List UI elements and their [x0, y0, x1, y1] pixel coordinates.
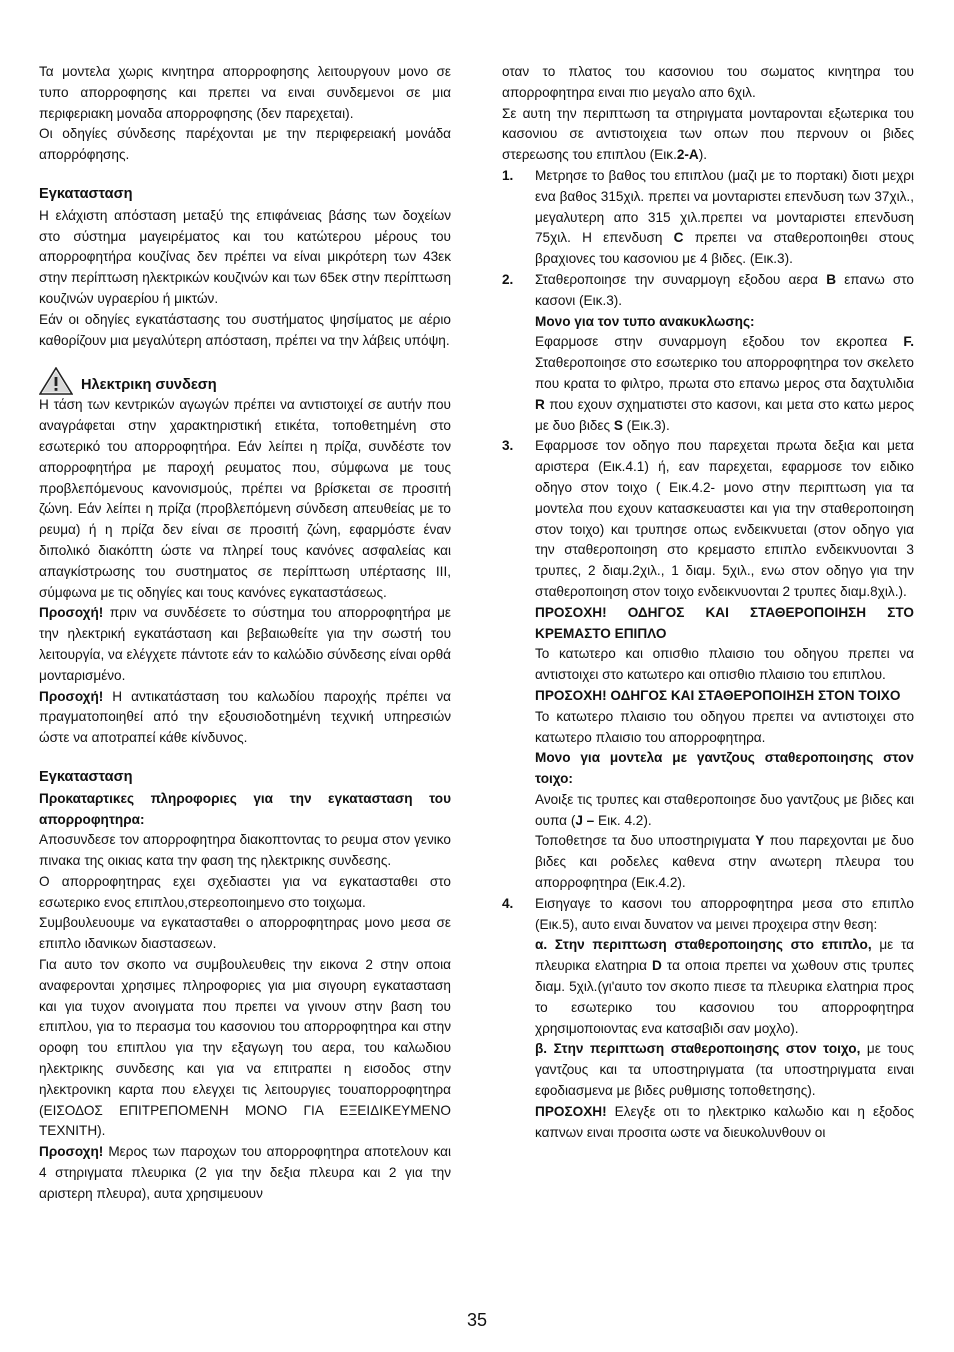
text-run: με τους γαντζους και τα υποστηριγματα (τα υποστηριγματα ειναι εφοδιασμενα με βιδες ρυθμισης τοποθετησης). [535, 1041, 915, 1099]
text-run: (Εικ.3). [622, 417, 670, 433]
text-run: Εικ. 4.2). [594, 812, 652, 828]
text-run: Τοποθετησε τα δυο υποστηριγματα [535, 833, 756, 849]
preliminary-caution [39, 1142, 451, 1204]
text-run: επανω στο κασονι (Εικ.3). [535, 271, 914, 308]
step-body [535, 894, 914, 1144]
preliminary-paragraph-1: Αποσυνδεσε τον απορροφητηρα διακοπτοντας το ρευμα στον γενικο πινακα της οικιας κατα την φαση της ηλεκτρικης συνδεσης. [39, 832, 451, 869]
part-letter: B [826, 271, 837, 287]
continued-paragraph-1: οταν το πλατος του κασονιου του σωματος κινητηρα του απορροφητηρα ειναι πιο μεγαλο απο 6χιλ. [502, 64, 914, 100]
part-letter: C [673, 230, 684, 246]
part-letter: R [535, 396, 545, 412]
step-number: 2. [502, 271, 514, 287]
text-run: Σε αυτη την περιπτωση τα στηριγματα μονταρονται εξωτερικα του κασονιου σε αντιστοιχεια των οπων που περνουν οι βιδες στερεωσης του επιπλου (Εικ. [502, 105, 914, 163]
installation-distance-paragraph: Η ελάχιστη απόσταση μεταξύ της επιφάνειας βάσης των δοχείων στο σύστημα μαγειρέματος και του κατώτερου μέρους του απορροφητήρα κουζίνας δεν πρέπει να είναι μικρότερη των 43εκ στην περίπτωση ηλεκτρικών κουζινών και των 65εκ στην περίπτωση κουζινών υγραερίου ή μικτών. [39, 207, 451, 306]
section-heading-installation: Εγκατασταση [39, 185, 133, 202]
caution-text: Μερος των παροχων του απορροφητηρα αποτελουν και 4 στηριγματα πλευρικα (2 για την δεξια πλευρα και 2 για την αριστερη πλευρα), αυτα χρησιμευουν [39, 1144, 451, 1201]
section-heading-installation-2: Εγκατασταση [39, 768, 133, 785]
electrical-caution-2 [39, 687, 451, 749]
electrical-heading-row [39, 367, 451, 395]
caution-label: Προσοχή! [39, 688, 104, 704]
step-text: Εισηγαγε το κασονι του απορροφητηρα μεσα στο επιπλο (Εικ.5), αυτο ειναι δυνατον να μεινει προχειρα στην θεση: [535, 895, 914, 932]
text-run: Ανοιξε τις τρυπες και σταθεροποιησε δυο γαντζους με βιδες και ουπα ( [535, 791, 914, 828]
electrical-paragraph-1: Η τάση των κεντρικών αγωγών πρέπει να αντιστοιχεί σε αυτήν που αναγράφεται στην χαρακτηριστική ετικέτα, τοποθετημένη στο εσωτερικό του απορροφητήρα. Εάν λείπει η πρίζα, συνδέστε τον απορροφητήρα με παροχή ρευματος που, σύμφωνα με τους προβλεπόμενους κανονισμούς, πρέπει να βρίσκεται σε προσιτή ζώνη. Εάν λείπει η πρίζα (προβλεπόμενη σύνδεση απευθείας με το ρευμα) ή η πρίζα δεν είναι σε προσιτή ζώνη, εφαρμόστε έναν διπολικό διακόπτη ώστε να πληρεί τους κανόνες ασφαλείας και απαγκίστρωσης του συστηματος σε περίπτωση υπέρτασης ΙΙΙ, σύμφωνα με τις οδηγίες και τους κανόνες εγκαταστάσεως. [39, 397, 451, 600]
step-number: 4. [502, 895, 514, 911]
sub-step-heading: α. Στην περιπτωση σταθεροποιησης στο επιπλο, [535, 937, 872, 953]
page-number: 35 [466, 1310, 488, 1330]
step-number: 3. [502, 438, 514, 454]
caution-label: ΠΡΟΣΟΧΗ! [535, 1103, 607, 1119]
step-4 [502, 894, 914, 1144]
preliminary-paragraph-3: Συμβουλευουμε να εγκατασταθει ο απορροφητηρας μονο μεσα σε επιπλο ιδανικων διαστασεων. [39, 915, 451, 952]
continued-paragraph-2 [502, 104, 914, 166]
step-3 [502, 436, 914, 894]
section-heading-electrical: Ηλεκτρικη συνδεση [81, 376, 217, 393]
installation-gas-paragraph: Εάν οι οδηγίες εγκατάστασης του συστήματος ψησίματος με αέριο καθορίζουν μια μεγαλύτερη απόσταση, πρέπει να την λάβεις υπόψη. [39, 311, 451, 348]
intro-paragraph-1: Τα μοντελα χωρις κινητηρα απορροφησης λειτουργουν μονο σε τυπο απορροφησης και πρεπει να ειναι συνδεμενοι σε μια περιφεριακη μοναδα απορροφησης (δεν παρεχεται). [39, 64, 451, 121]
step-body [535, 270, 914, 436]
left-column [39, 62, 451, 1205]
step-text: Το κατωτερο και οπισθιο πλαισιο του οδηγου πρεπει να αντιστοιχει στο κατωτερο και οπισθιο πλαισιο του επιπλου. [535, 646, 914, 683]
text-run: Ελεγξε οτι το ηλεκτρικο καλωδιο και η εξοδος καπνων ειναι προσιτα ωστε να διευκολυνθουν οι [535, 1103, 914, 1140]
text-run: με τα πλευρικα ελατηρια [535, 937, 914, 974]
step-number: 1. [502, 167, 514, 183]
intro-paragraph-2: Οι οδηγίες σύνδεσης παρέχονται με την περιφερειακή μονάδα απορρόφησης. [39, 126, 451, 163]
sub-step-heading: β. Στην περιπτωση σταθεροποιησης στον τοιχο, [535, 1041, 861, 1057]
caution-heading-cabinet: ΠΡΟΣΟΧΗ! ΟΔΗΓΟΣ ΚΑΙ ΣΤΑΘΕΡΟΠΟΙΗΣΗ ΣΤΟ ΚΡΕΜΑΣΤΟ ΕΠΙΠΛΟ [535, 604, 914, 641]
part-letter: F. [903, 334, 914, 350]
step-body [535, 166, 914, 270]
step-2 [502, 270, 914, 436]
step-1 [502, 166, 914, 270]
step-body [535, 436, 914, 894]
step-text: Εφαρμοσε τον οδηγο που παρεχεται πρωτα δεξια και μετα αριστερα (Εικ.4.1) ή, εαν παρεχεται, εφαρμοσε τον ειδικο οδηγο στον τοιχο ( Εικ.4.2- μονο στην περιπτωση για τα μοντελα που εχουν κατασκευαστει και για την σταθεροποιηση στον τοιχο) και τρυπησε οπως ενδεικνυεται (στον οδηγο για την σταθεροποιηση στο κρεμαστο επιπλο ενδεικνυονται 3 τρυπες, 2 διαμ.2χιλ., 1 διαμ. 5χιλ., ενω στον οδηγο για την σταθεροποιηση στον τοιχο ενδεικνυονται 2 τρυπες διαμ.8χιλ.). [535, 438, 914, 599]
caution-text: Η αντικατάσταση του καλωδίου παροχής πρέπει να πραγματοποιηθεί από την εξουσιοδοτημένη τεχνική υπηρεσιών ώστε να αποτραπεί κάθε κίνδυνος. [39, 688, 451, 746]
text-run: Σταθεροποιησε την συναρμογη εξοδου αερα [535, 271, 827, 287]
text-run: Εφαρμοσε στην συναρμογη εξοδου τον εκροπεα [535, 334, 904, 350]
part-letter: Y [755, 833, 765, 849]
preliminary-paragraph-4: Για αυτο τον σκοπο να συμβουλευθεις την εικονα 2 στην οποια αναφερονται χρησιμες πληροφοριες για μια σιγουρη εγκατασταση και για τυχον ανοιγματα που πρεπει να γινουν στην βαση του επιπλου, για το περασμα του κασονιου του απορροφητηρα και στην οροφη του επιπλου για την εξαγωγη του αερα, του καλωδιου ηλεκτρικης συνδεσης και για να επιτραπει η εισοδος στην ηλεκτρονικη καρτα που ελεγχει τις λειτουργιες τουαπορροφητηρα (ΕΙΣΟΔΟΣ ΕΠΙΤΡΕΠΟΜΕΝΗ ΜΟΝΟ ΓΙΑ ΕΞΕΙΔΙΚΕΥΜΕΝΟ ΤΕΧΝΙΤΗ). [39, 957, 451, 1139]
part-letter: S [613, 417, 623, 433]
step-text: Το κατωτερο πλαισιο του οδηγου πρεπει να αντιστοιχει στο κατωτερο πλαισιο του απορροφητηρα. [535, 708, 914, 745]
electrical-caution-1 [39, 603, 451, 686]
preliminary-paragraph-2: Ο απορροφητηρας εχει σχεδιαστει για να εγκατασταθει στο εσωτερικο ενος επιπλου,στερεοποιημενο στο τοιχωμα. [39, 873, 451, 910]
text-run: Μετρησε το βαθος του επιπλου (μαζι με το πορτακι) διοτι μεχρι ενα βαθος 315χιλ. πρεπει να μονταριστει επενδυση των 37χιλ., μεγαλυτερη απο 315 χιλ.πρεπει να μονταριστει επενδυση 75χιλ. Η επενδυση [535, 167, 914, 246]
text-run: Σταθεροποιησε στο εσωτερικο του απορροφητηρα τον σκελετο που κρατα το φιλτρο, πρωτα στο επανω μερος στα δαχτυλιδια [535, 355, 914, 391]
text-run: που παρεχονται με δυο βιδες και ροδελες καθενα στην ανωτερη πλευρα του απορροφητηρα (Εικ.4.2). [535, 833, 914, 891]
preliminary-info-heading: Προκαταρτικες πληροφοριες για την εγκατασταση του απορροφητηρα: [39, 790, 451, 827]
wall-hooks-heading: Μονο για μοντελα με γαντζους σταθεροποιησης στον τοιχο: [535, 750, 914, 787]
caution-label: Προσοχή! [39, 605, 104, 621]
caution-text: πριν να συνδέσετε το σύστημα του απορροφητήρα με την ηλεκτρική εγκατάσταση και βεβαιωθείτε για την σωστή του λειτουργία, να ελέγχετε πάντοτε εάν το καλώδιο σύνδεσης είναι ορθά μονταρισμένο. [39, 605, 451, 683]
text-run: που εχουν σχηματιστει στο κασονι, και μετα στο κατω μερος με δυο βιδες [535, 396, 914, 433]
part-letter: J – [575, 812, 595, 828]
text-run: πρεπει να σταθεροποιηθει στους βραχιονες του κασονιου με 4 βιδες. (Εικ.3). [535, 230, 915, 267]
figure-ref: 2-Α [676, 147, 699, 163]
caution-heading-wall: ΠΡΟΣΟΧΗ! ΟΔΗΓΟΣ ΚΑΙ ΣΤΑΘΕΡΟΠΟΙΗΣΗ ΣΤΟΝ ΤΟΙΧΟ [535, 687, 901, 703]
text-run: τα οποια πρεπει να χωθουν στις τρυπες διαμ. 5χιλ.(γι'αυτο τον σκοπο πιεσε τα πλευρικα ελατηρια προς το εσωτερικο του κασονιου του απορροφητηρα χρησιμοποιοντας ενα κατσαβιδι σαν μοχλο). [535, 958, 914, 1036]
text-run: ). [698, 147, 708, 163]
warning-triangle-icon [39, 367, 73, 395]
right-column [502, 62, 914, 1143]
caution-label: Προσοχη! [39, 1144, 104, 1160]
part-letter: D [652, 958, 662, 974]
recirculation-heading: Μονο για τον τυπο ανακυκλωσης: [535, 313, 755, 329]
